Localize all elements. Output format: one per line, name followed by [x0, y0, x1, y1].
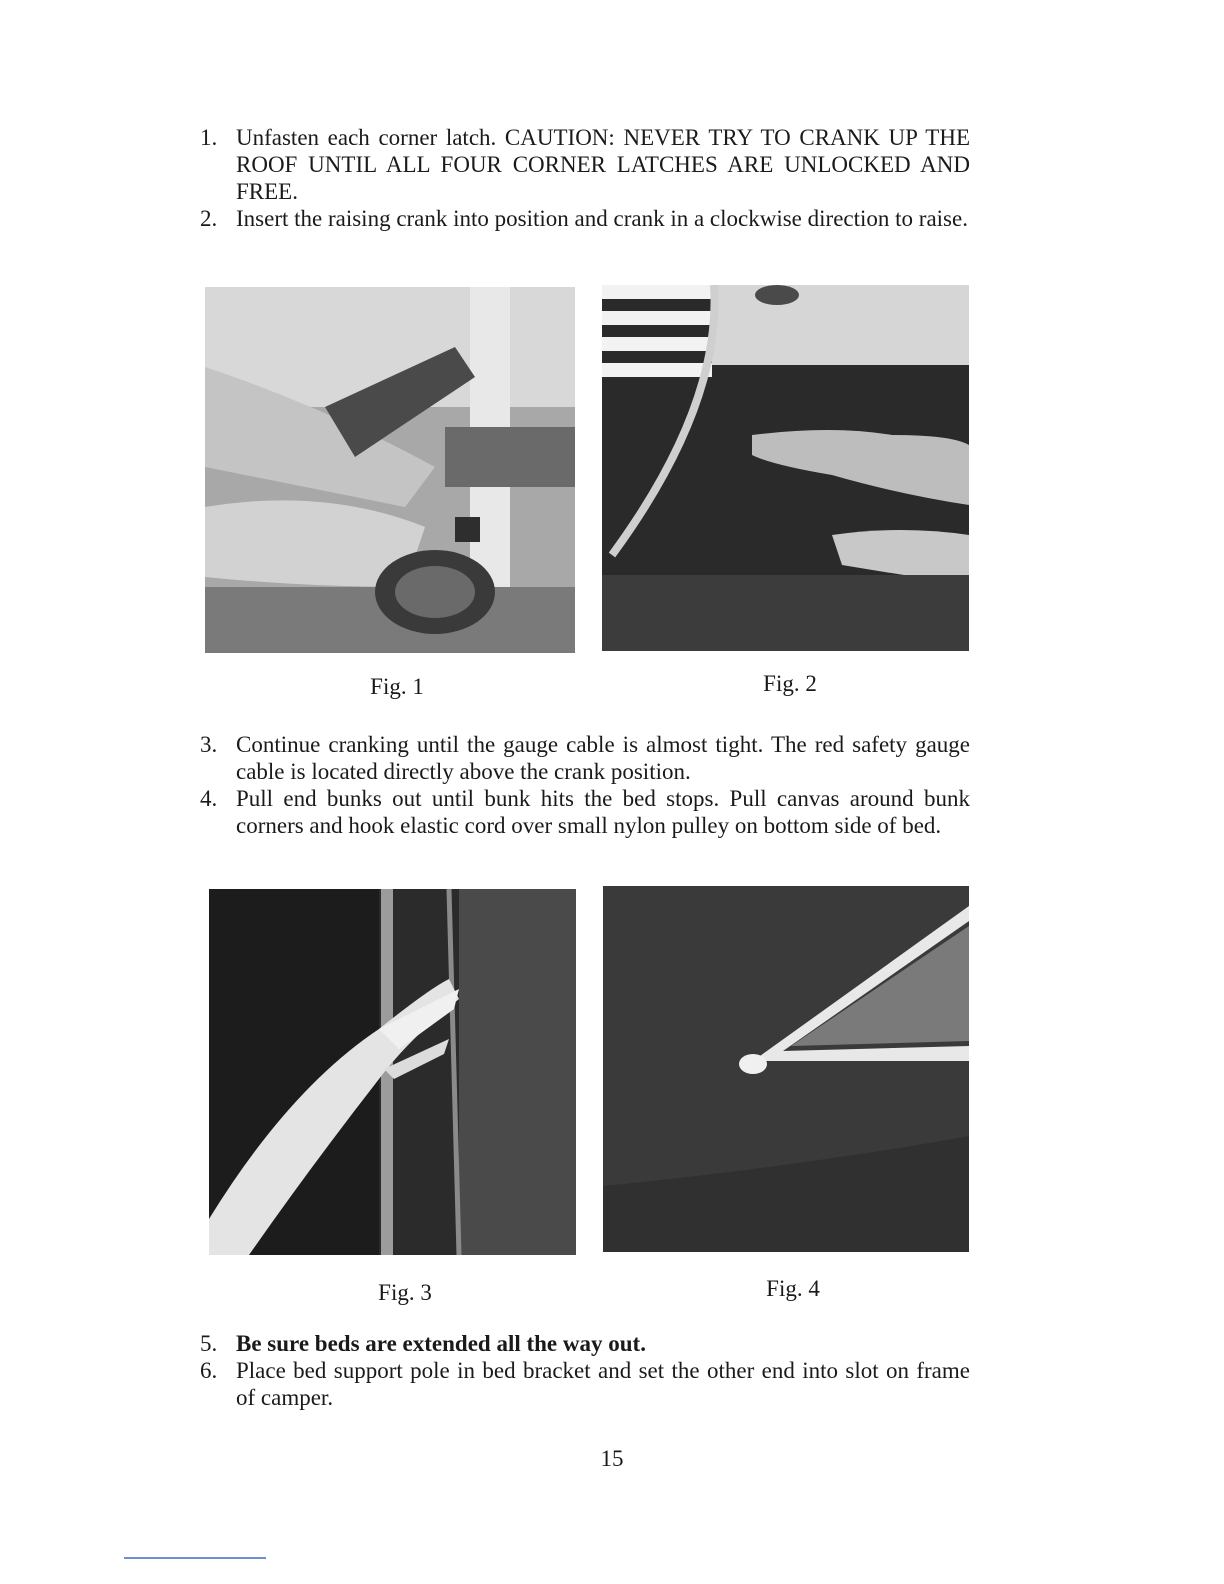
step-text: Continue cranking until the gauge cable is almost tight. The red safety gauge cable is located directly above the crank position. [236, 732, 970, 784]
instructions-group-2 [200, 731, 970, 839]
step-number: 5. [200, 1331, 218, 1356]
instruction-step [200, 785, 970, 839]
step-number: 4. [200, 786, 218, 811]
step-text: Be sure beds are extended all the way out. [236, 1331, 646, 1356]
instruction-step [200, 1357, 970, 1411]
instruction-step [200, 124, 970, 205]
footer-rule [124, 1557, 266, 1559]
instruction-step [200, 731, 970, 785]
step-text: Insert the raising crank into position and crank in a clockwise direction to raise. [236, 206, 968, 231]
figure-4-photo [603, 886, 969, 1252]
instructions-group-1 [200, 124, 970, 232]
step-number: 1. [200, 125, 218, 150]
figure-1-photo [205, 287, 575, 653]
step-number: 3. [200, 732, 218, 757]
step-number: 2. [200, 206, 218, 231]
step-text: Place bed support pole in bed bracket and set the other end into slot on frame of camper. [236, 1358, 970, 1410]
figure-4-caption: Fig. 4 [766, 1276, 820, 1301]
page-number: 15 [600, 1446, 624, 1471]
step-text: Pull end bunks out until bunk hits the bed stops. Pull canvas around bunk corners and hook elastic cord over small nylon pulley on bottom side of bed. [236, 786, 970, 838]
step-text: Unfasten each corner latch. CAUTION: NEVER TRY TO CRANK UP THE ROOF UNTIL ALL FOUR CORNER LATCHES ARE UNLOCKED AND FREE. [236, 125, 970, 204]
instruction-step [200, 205, 970, 232]
figure-1-caption: Fig. 1 [370, 674, 424, 699]
instructions-group-3 [200, 1330, 970, 1411]
step-number: 6. [200, 1358, 218, 1383]
figure-2-caption: Fig. 2 [763, 671, 817, 696]
figure-3-photo [209, 889, 576, 1255]
instruction-step [200, 1330, 970, 1357]
figure-2-photo [602, 285, 969, 651]
figure-3-caption: Fig. 3 [378, 1280, 432, 1305]
